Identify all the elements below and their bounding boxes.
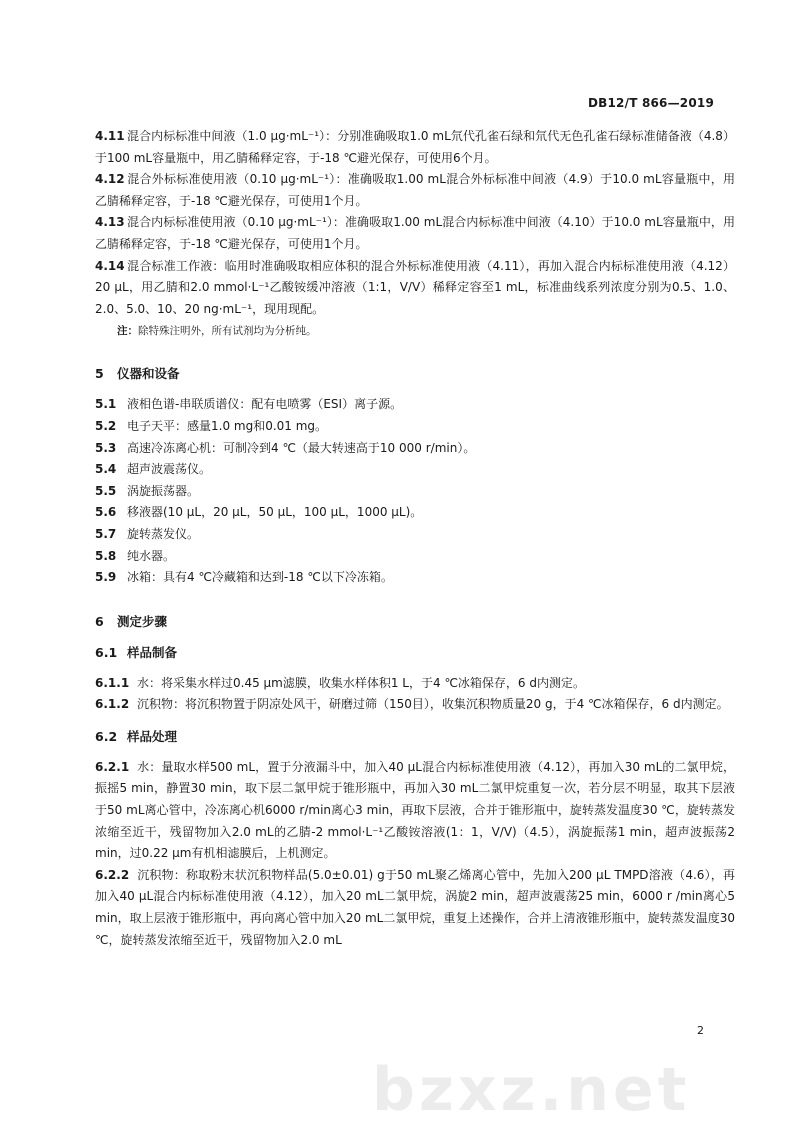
clause-number: 5.1 (95, 397, 117, 412)
section-5-heading (95, 363, 735, 384)
clause-number: 4.14 (95, 258, 125, 273)
clause-number: 4.11 (95, 129, 125, 143)
clause-5-3 (95, 438, 735, 460)
section-4-note (95, 321, 735, 341)
clause-text: 沉积物：称取粉末状沉积物样品(5.0±0.01) g于50 mL聚乙烯离心管中，先加入200 μL TMPD溶液（4.6），再加入40 μL混合内标标准使用液（4.12），加入20 mL二氯甲烷，涡旋2 min，超声波震荡25 min，6000 r /min离心5 min，取上层液于锥形瓶中，再向离心管中加入20 mL二氯甲烷，重复上述操作，合并上清液锥形瓶中，旋转蒸发温度30 ℃，旋转蒸发浓缩至近干，残留物加入2.0 mL (95, 867, 735, 947)
clause-number: 4.12 (95, 172, 125, 187)
clause-number: 5.6 (95, 505, 117, 520)
note-label: 注： (117, 325, 138, 338)
clause-text: 混合标准工作液：临用时准确吸取相应体积的混合外标标准使用液（4.11），再加入混合内标标准使用液（4.12）20 μL，用乙腈和2.0 mmol·L⁻¹乙酸铵缓冲溶液（1:1，V/V）稀释定容至1 mL，标准曲线系列浓度分别为0.5、1.0、2.0、5.0、10、20 ng·mL⁻¹，现用现配。 (95, 258, 735, 316)
clause-number: 6.1.1 (95, 675, 130, 690)
clause-5-4 (95, 459, 735, 481)
clause-text: 纯水器。 (127, 548, 176, 563)
clause-number: 5.7 (95, 526, 117, 541)
clause-number: 5.9 (95, 570, 117, 585)
clause-number: 5.4 (95, 462, 117, 477)
clause-number: 4.13 (95, 215, 125, 230)
clause-number: 6.2.1 (95, 759, 130, 774)
clause-text: 超声波震荡仪。 (127, 462, 212, 477)
clause-text: 旋转蒸发仪。 (127, 526, 200, 541)
clause-5-1 (95, 394, 735, 416)
subsection-number: 6.2 (95, 728, 118, 744)
clause-6-2-1 (95, 757, 735, 865)
site-watermark: bzxz.net (372, 1055, 691, 1125)
clause-5-6 (95, 502, 735, 524)
clause-6-1-2 (95, 694, 735, 716)
page-content (95, 126, 735, 951)
clause-text: 混合内标标准中间液（1.0 μg·mL⁻¹）：分别准确吸取1.0 mL氘代孔雀石绿和氘代无色孔雀石绿标准储备液（4.8）于100 mL容量瓶中，用乙腈稀释定容，于-18 ℃避光保存，可使用6个月。 (95, 129, 735, 165)
section-number: 6 (95, 613, 104, 629)
clause-number: 5.5 (95, 483, 117, 498)
clause-4-13 (95, 212, 735, 255)
clause-5-9 (95, 567, 735, 589)
subsection-number: 6.1 (95, 644, 118, 660)
clause-text: 高速冷冻离心机：可制冷到4 ℃（最大转速高于10 000 r/min）。 (127, 440, 476, 455)
clause-6-1-1 (95, 673, 735, 695)
clause-text: 冰箱：具有4 ℃冷藏箱和达到-18 ℃以下冷冻箱。 (127, 570, 393, 585)
clause-text: 电子天平：感量1.0 mg和0.01 mg。 (127, 418, 328, 433)
clause-text: 沉积物：将沉积物置于阴凉处风干，研磨过筛（150目），收集沉积物质量20 g，于4 ℃冰箱保存，6 d内测定。 (137, 697, 729, 712)
clause-text: 水：将采集水样过0.45 μm滤膜，收集水样体积1 L，于4 ℃冰箱保存，6 d内测定。 (137, 675, 585, 690)
clause-text: 水：量取水样500 mL，置于分液漏斗中，加入40 μL混合内标标准使用液（4.12），再加入30 mL的二氯甲烷，振摇5 min，静置30 min，取下层二氯甲烷于锥形瓶中，再加入30 mL二氯甲烷重复一次，若分层不明显，取其下层液于50 mL离心管中，冷冻离心机6000 r/min离心3 min，再取下层液，合并于锥形瓶中，旋转蒸发温度30 ℃，旋转蒸发浓缩至近干，残留物加入2.0 mL的乙腈-2 mmol·L⁻¹乙酸铵溶液(1：1，V/V)（4.5），涡旋振荡1 min，超声波振荡2 min，过0.22 μm有机相滤膜后，上机测定。 (95, 759, 735, 861)
section-6-1-heading (95, 642, 735, 663)
clause-5-7 (95, 524, 735, 546)
clause-number: 5.8 (95, 548, 117, 563)
clause-number: 6.1.2 (95, 697, 130, 712)
clause-text: 涡旋振荡器。 (127, 483, 200, 498)
clause-text: 移液器(10 μL，20 μL，50 μL，100 μL，1000 μL)。 (127, 505, 423, 520)
clause-4-14 (95, 256, 735, 321)
clause-5-8 (95, 546, 735, 568)
section-6-heading (95, 611, 735, 632)
clause-5-2 (95, 416, 735, 438)
clause-number: 5.2 (95, 418, 117, 433)
section-6-2-heading (95, 726, 735, 747)
subsection-title: 样品处理 (127, 728, 178, 744)
clause-text: 混合外标标准使用液（0.10 μg·mL⁻¹）：准确吸取1.00 mL混合外标标准中间液（4.9）于10.0 mL容量瓶中，用乙腈稀释定容，于-18 ℃避光保存，可使用1个月。 (95, 172, 735, 208)
document-code: DB12/T 866—2019 (588, 96, 714, 110)
page-number: 2 (697, 1024, 704, 1037)
clause-4-12 (95, 169, 735, 212)
clause-4-11 (95, 126, 735, 169)
subsection-title: 样品制备 (127, 644, 178, 660)
section-title: 测定步骤 (117, 613, 168, 629)
note-text: 除特殊注明外，所有试剂均为分析纯。 (138, 325, 317, 338)
clause-5-5 (95, 481, 735, 503)
section-title: 仪器和设备 (117, 366, 180, 382)
clause-number: 6.2.2 (95, 867, 130, 882)
clause-6-2-2 (95, 865, 735, 951)
clause-text: 液相色谱-串联质谱仪：配有电喷雾（ESI）离子源。 (127, 397, 403, 412)
clause-text: 混合内标标准使用液（0.10 μg·mL⁻¹）：准确吸取1.00 mL混合内标标准中间液（4.10）于10.0 mL容量瓶中，用乙腈稀释定容，于-18 ℃避光保存，可使用1个月。 (95, 215, 735, 251)
clause-number: 5.3 (95, 440, 117, 455)
section-number: 5 (95, 366, 104, 382)
